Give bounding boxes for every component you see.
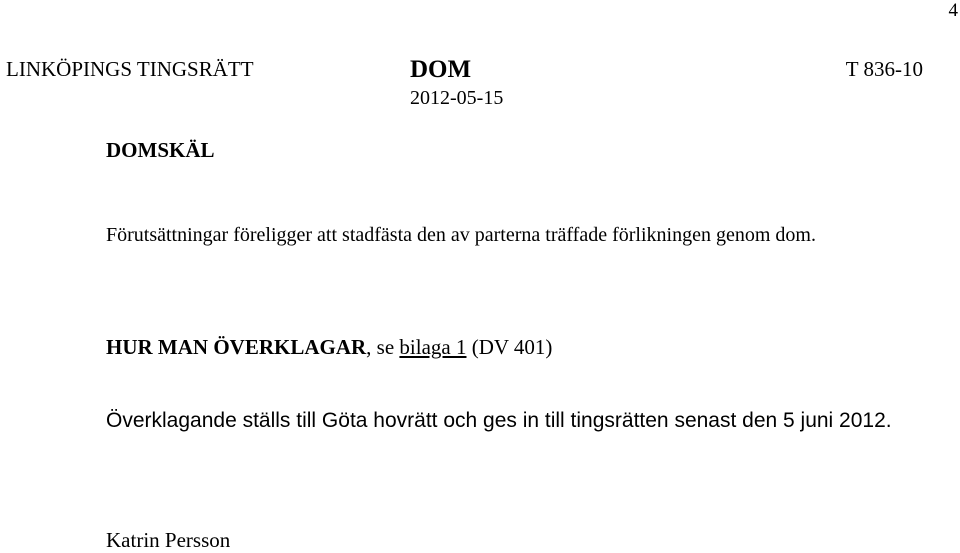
appeal-deadline-paragraph: Överklagande ställs till Göta hovrätt och ges in till tingsrätten senast den 5 juni 2012. [106, 409, 892, 432]
document-date: 2012-05-15 [410, 87, 504, 109]
appeal-heading: HUR MAN ÖVERKLAGAR [106, 335, 367, 359]
case-number: T 836-10 [845, 57, 923, 81]
appeal-prefix: , se [366, 335, 400, 359]
judge-signature: Katrin Persson [106, 528, 231, 552]
section-heading: DOMSKÄL [106, 138, 215, 162]
page-number: 4 [948, 0, 958, 21]
document-type: DOM [410, 56, 472, 83]
court-name: LINKÖPINGS TINGSRÄTT [6, 57, 254, 81]
appendix-link[interactable]: bilaga 1 [399, 335, 467, 359]
reasoning-paragraph: Förutsättningar föreligger att stadfästa den av parterna träffade förlikningen genom dom. [106, 224, 816, 246]
appeal-instructions [106, 335, 552, 360]
appeal-suffix: (DV 401) [466, 335, 553, 359]
